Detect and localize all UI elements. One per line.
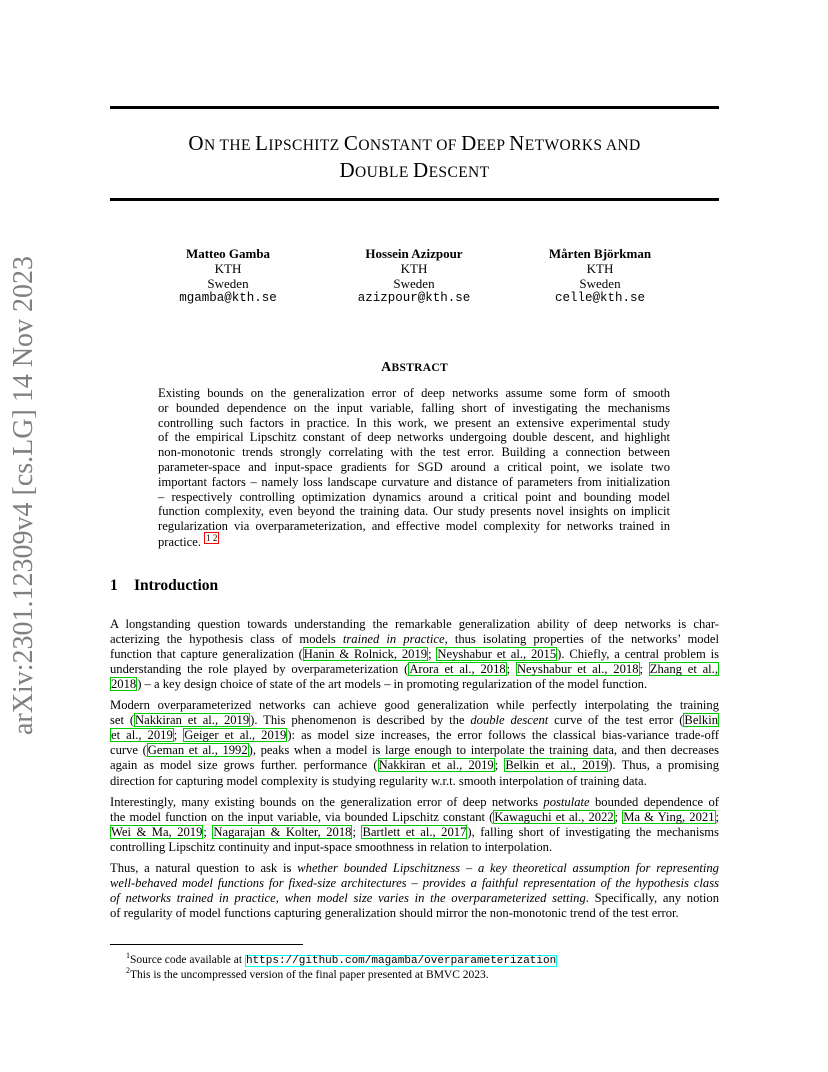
author-2	[340, 246, 488, 306]
citation-link[interactable]: Nakkiran et al., 2019	[378, 758, 494, 773]
footnote-1: $^1$Source code available at https://github.com/magamba/overparameterization	[126, 951, 557, 967]
footnote-mark: 1	[126, 951, 130, 960]
citation-link[interactable]: Geiger et al., 2019	[184, 728, 287, 743]
paragraph-line: set (Nakkiran et al., 2019). This phenomenon is described by the double descent curve of the test error (Belkin	[110, 713, 719, 728]
author-1	[158, 246, 298, 306]
citation-link[interactable]: Belkin	[684, 713, 719, 728]
paragraph-line: curve (Geman et al., 1992), peaks when a model is large enough to interpolate the training data, and then decreases	[110, 743, 719, 758]
title-text: C	[343, 131, 359, 155]
footnote-mark: 2	[126, 966, 130, 975]
title-text: EEP	[476, 137, 510, 154]
paragraph-line: the model function on the input variable, via bounded Lipschitz constant (Kawaguchi et al., 2022; Ma & Ying, 2021;	[110, 810, 719, 825]
abstract-line: parameter-space and input-space gradients for SGD around a critical point, we isolate two	[158, 460, 670, 474]
title-text: ESCENT	[428, 164, 490, 181]
citation-link[interactable]: Zhang et al.,	[649, 662, 718, 677]
citation-link[interactable]: Ma & Ying, 2021	[623, 810, 715, 825]
title-top-rule	[110, 106, 719, 109]
paragraph-line: 2018) – a key design choice of state of the art models – in promoting regularization of the model function.	[111, 677, 648, 692]
abstract-heading: ABSTRACT	[381, 360, 448, 375]
author-name: Hossein Azizpour	[365, 246, 463, 261]
author-country: Sweden	[579, 276, 621, 291]
author-email[interactable]: mgamba@kth.se	[179, 291, 277, 305]
paragraph-line: acterizing the hypothesis class of models trained in practice, thus isolating properties of the networks’ model	[110, 632, 719, 647]
abstract-line: regularization via overparameterization, and effective model complexity for networks trained in	[158, 519, 670, 534]
paragraph-line: Thus, a natural question to ask is whether bounded Lipschitzness – a key theoretical assumption for representing	[110, 861, 719, 875]
abstract-line: important factors – namely loss landscape curvature and distance of parameters from initialization	[158, 474, 670, 489]
citation-link[interactable]: et al., 2019	[111, 728, 173, 743]
citation-link[interactable]: 2018	[111, 677, 137, 692]
citation-link[interactable]: Bartlett et al., 2017	[362, 825, 467, 840]
citation-link[interactable]: Wei & Ma, 2019	[111, 825, 203, 840]
arxiv-identifier: arXiv:2301.12309v4 [cs.LG] 14 Nov 2023	[8, 255, 39, 735]
abstract-line: function complexity, even beyond the training data. Our study presents novel insights on implicit	[158, 504, 670, 519]
section-title: Introduction	[134, 577, 219, 594]
emphasized-text: whether bounded Lipschitzness – a key theoretical assumption for representing	[297, 861, 719, 875]
footnote-rule	[110, 944, 303, 945]
emphasized-text: of networks trained in practice, when model size varies in the overparameterized setting	[110, 891, 586, 906]
title-text: OUBLE	[355, 164, 413, 181]
author-email[interactable]: azizpour@kth.se	[357, 291, 471, 305]
citation-link[interactable]: Nakkiran et al., 2019	[135, 713, 250, 728]
paragraph-line: Wei & Ma, 2019; Nagarajan & Kolter, 2018; Bartlett et al., 2017), falling short of investigating the mechanisms	[111, 825, 719, 840]
source-code-link[interactable]: https://github.com/magamba/overparameterization	[245, 954, 557, 967]
title-text: ONSTANT OF	[358, 137, 462, 154]
title-text: D	[339, 158, 356, 182]
emphasized-text: trained in practice	[342, 632, 445, 647]
author-name: Matteo Gamba	[185, 246, 271, 261]
paragraph-line: of networks trained in practice, when model size varies in the overparameterized setting. Specifically, any notion	[110, 891, 719, 906]
author-country: Sweden	[393, 276, 435, 291]
paper-title-line-2	[110, 158, 719, 185]
citation-link[interactable]: Hanin & Rolnick, 2019	[303, 647, 428, 662]
abstract-line: controlling such factors in practice. In this work, we present an extensive experimental study	[158, 415, 670, 430]
abstract-line: – respectively controlling optimization dynamics around a critical point and bounding model	[158, 489, 670, 504]
author-affiliation: KTH	[400, 261, 428, 276]
paragraph-line: Interestingly, many existing bounds on the generalization error of deep networks postulate bounded dependence of	[110, 795, 719, 809]
title-text: D	[412, 158, 429, 182]
title-text: N THE	[203, 137, 256, 154]
abstract-line: non-monotonic trends strongly correlating with the test error. Building a connection between	[158, 445, 670, 460]
author-3	[530, 246, 670, 306]
paragraph-line: of regularity of model functions capturing generalization should mirror the non-monotonic trend of the test error.	[110, 906, 679, 921]
section-heading	[110, 577, 218, 595]
paragraph-line: understanding the role played by overparameterization (Arora et al., 2018; Neyshabur et al., 2018; Zhang et al.,	[110, 662, 718, 677]
emphasized-text: postulate	[543, 795, 590, 809]
title-text: O	[188, 131, 204, 155]
title-text: N	[509, 131, 525, 155]
section-number: 1	[110, 577, 118, 594]
author-country: Sweden	[207, 276, 249, 291]
citation-link[interactable]: Belkin et al., 2019	[505, 758, 608, 773]
footnote-2: $^2$This is the uncompressed version of the final paper presented at BMVC 2023.	[126, 966, 489, 981]
title-bottom-rule	[110, 198, 719, 201]
title-text: L	[255, 131, 269, 155]
paragraph-line: controlling Lipschitz continuity and input-space smoothness in relation to interpolation.	[110, 840, 553, 855]
author-affiliation: KTH	[586, 261, 614, 276]
paragraph-line: direction for capturing model complexity is studying regularity w.r.t. smooth interpolation of training data.	[110, 773, 647, 788]
title-text: ETWORKS AND	[524, 137, 641, 154]
abstract-line: or bounded dependence on the input variable, falling short of investigating the mechanisms	[158, 400, 670, 415]
citation-link[interactable]: Kawaguchi et al., 2022	[494, 810, 614, 825]
paper-title-line-1	[110, 131, 719, 158]
footnote-marks-link[interactable]: 1 2	[206, 533, 218, 543]
title-text: IPSCHITZ	[268, 137, 344, 154]
author-affiliation: KTH	[214, 261, 242, 276]
author-name: Mårten Björkman	[548, 246, 652, 261]
abstract-line: practice. $^{1 2}$	[158, 533, 218, 550]
paragraph-line: again as model size grows further. performance (Nakkiran et al., 2019; Belkin et al., 2019). Thus, a promising	[110, 758, 719, 773]
title-text: D	[461, 131, 477, 155]
paragraph-line: Modern overparameterized networks can achieve good generalization while perfectly interpolating the training	[110, 698, 719, 712]
paragraph-line: A longstanding question towards understanding the remarkable generalization ability of deep networks is char-	[110, 617, 719, 631]
abstract-line: of the empirical Lipschitz constant of deep networks undergoing double descent, and highlight	[158, 430, 670, 445]
abstract-line: Existing bounds on the generalization error of deep networks assume some form of smooth	[158, 386, 670, 400]
paragraph-line	[110, 876, 719, 891]
paragraph-line: function that capture generalization (Hanin & Rolnick, 2019; Neyshabur et al., 2015). Chiefly, a central problem is	[110, 647, 719, 662]
author-email[interactable]: celle@kth.se	[554, 291, 645, 305]
citation-link[interactable]: Neyshabur et al., 2018	[516, 662, 639, 677]
paragraph-line: et al., 2019; Geiger et al., 2019): as model size increases, the error follows the classical bias-variance trade-off	[111, 728, 719, 743]
citation-link[interactable]: Neyshabur et al., 2015	[437, 647, 557, 662]
citation-link[interactable]: Nagarajan & Kolter, 2018	[213, 825, 352, 840]
emphasized-text: well-behaved model functions for fixed-size architectures – provides a faithful representation of the hypothesis class	[110, 876, 719, 891]
emphasized-text: double descent	[470, 713, 549, 728]
citation-link[interactable]: Arora et al., 2018	[409, 662, 506, 677]
citation-link[interactable]: Geman et al., 1992	[147, 743, 248, 758]
